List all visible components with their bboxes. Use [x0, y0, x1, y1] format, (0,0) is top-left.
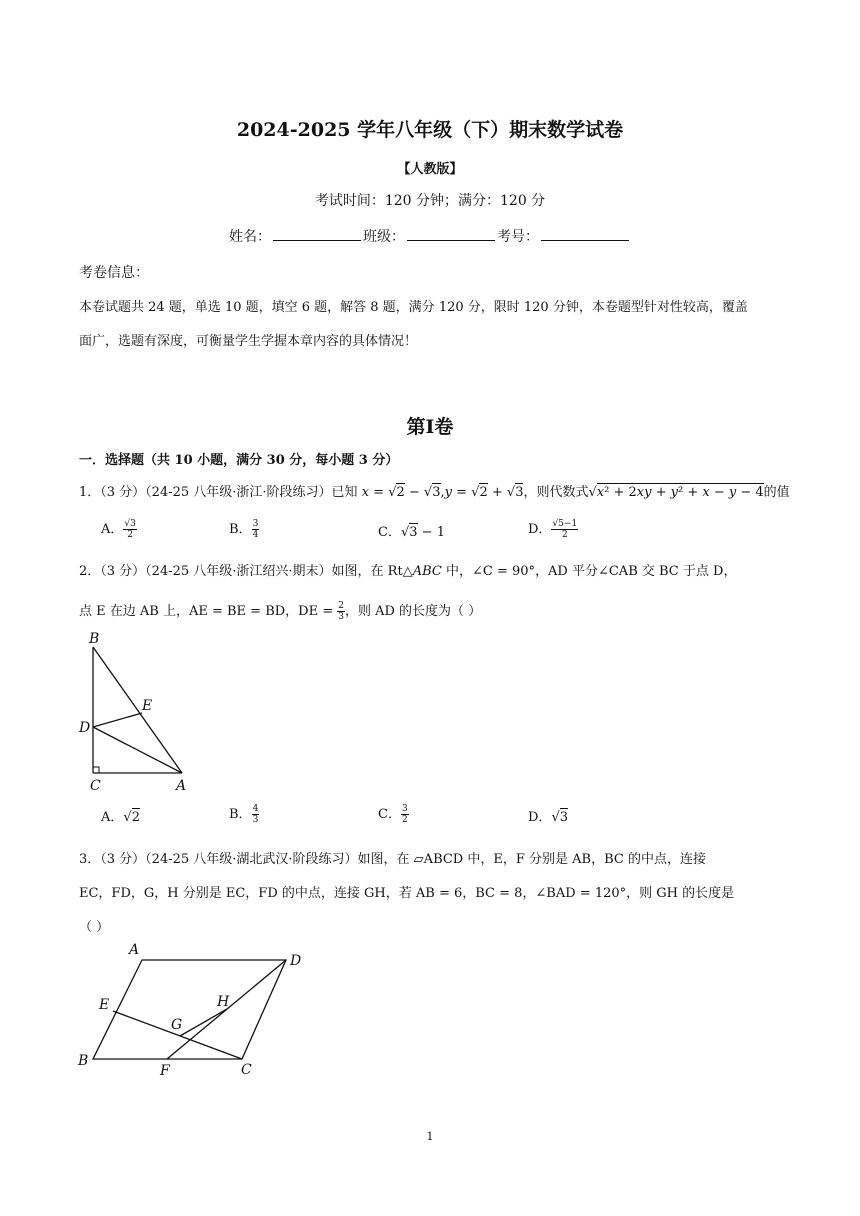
class-blank[interactable] — [407, 228, 495, 241]
q2-point-e: E — [142, 698, 153, 714]
q1-tail: 的值 — [763, 485, 790, 500]
part-title: 一．选择题（共 10 小题，满分 30 分，每小题 3 分） — [79, 453, 399, 468]
q1-prefix: 1．（3 分）（24-25 八年级·浙江·阶段练习）已知 — [79, 485, 362, 500]
q3-point-c: C — [241, 1062, 252, 1078]
q3-point-e: E — [99, 997, 110, 1013]
q2-option-a[interactable]: A．√2 — [101, 810, 140, 825]
info-label: 考卷信息： — [79, 265, 149, 281]
q2-point-a: A — [176, 778, 187, 794]
info-line-1: 本卷试题共 24 题，单选 10 题，填空 6 题，解答 8 题，满分 120 分，限时 120 分钟，本卷题型针对性较高，覆盖 — [79, 300, 748, 315]
q2-option-d[interactable]: D．√3 — [528, 810, 569, 825]
q1-option-a[interactable]: A． $\frac{√3}{2}$ — [101, 519, 136, 540]
name-blank[interactable] — [273, 228, 361, 241]
page-number: 1 — [426, 1130, 434, 1143]
q2-point-d: D — [79, 720, 91, 736]
question-3-line-2: EC，FD，G，H 分别是 EC，FD 的中点，连接 GH，若 AB = 6，BC = 8，∠BAD = 120°，则 GH 的长度是 — [79, 886, 735, 901]
q3-point-f: F — [160, 1063, 170, 1078]
section-title: 第Ⅰ卷 — [406, 416, 454, 438]
q1-suffix: ，则代数式 — [523, 485, 589, 500]
q2-option-b[interactable]: B． $\frac{4}{3}$ — [229, 804, 259, 825]
question-2-line-1: 2．（3 分）（24-25 八年级·浙江绍兴·期末）如图，在 Rt△ABC 中，∠C = 90°，AD 平分∠CAB 交 BC 于点 D， — [79, 564, 737, 579]
q2-triangle-figure — [76, 628, 196, 794]
student-fields — [0, 226, 860, 246]
edition-label: 【人教版】 — [397, 162, 463, 177]
q1-option-d[interactable]: D． $\frac{√5-1}{2}$ — [528, 519, 578, 540]
info-line-2: 面广，选题有深度，可衡量学生学握本章内容的具体情况！ — [79, 334, 418, 349]
q3-parallelogram-figure — [74, 938, 314, 1078]
q2-point-b: B — [89, 631, 100, 647]
exam-time: 考试时间：120 分钟；满分：120 分 — [314, 193, 546, 209]
q1-option-b[interactable]: B． $\frac{3}{4}$ — [229, 519, 259, 540]
exam-title: 2024-2025 学年八年级（下）期末数学试卷 — [236, 119, 624, 141]
q3-point-d: D — [290, 953, 302, 969]
q1-option-c[interactable]: C．√3 − 1 — [378, 525, 445, 540]
q2-point-c: C — [90, 778, 101, 794]
q3-point-h: H — [217, 994, 230, 1010]
q3-point-g: G — [171, 1017, 183, 1033]
id-label: 考号： — [497, 229, 539, 245]
question-2-line-2: 点 E 在边 AB 上，AE = BE = BD，DE = $\frac{2}{3}$ ，则 AD 的长度为（ ） — [79, 601, 482, 622]
q3-point-b: B — [78, 1053, 89, 1069]
question-3-line-3: （ ） — [79, 920, 110, 935]
q2-option-c[interactable]: C． $\frac{3}{2}$ — [378, 804, 408, 825]
question-3-line-1: 3．（3 分）（24-25 八年级·湖北武汉·阶段练习）如图，在 ▱ABCD 中，E，F 分别是 AB，BC 的中点，连接 — [79, 852, 706, 867]
class-label: 班级： — [363, 229, 405, 245]
id-blank[interactable] — [541, 228, 629, 241]
name-label: 姓名： — [229, 229, 271, 245]
q3-point-a: A — [129, 942, 140, 958]
question-1: 1．（3 分）（24-25 八年级·浙江·阶段练习）已知 x = √2 − √3,y = √2 + √3，则代数式√x² + 2xy + y² + x − y − 4的值 — [79, 485, 790, 500]
